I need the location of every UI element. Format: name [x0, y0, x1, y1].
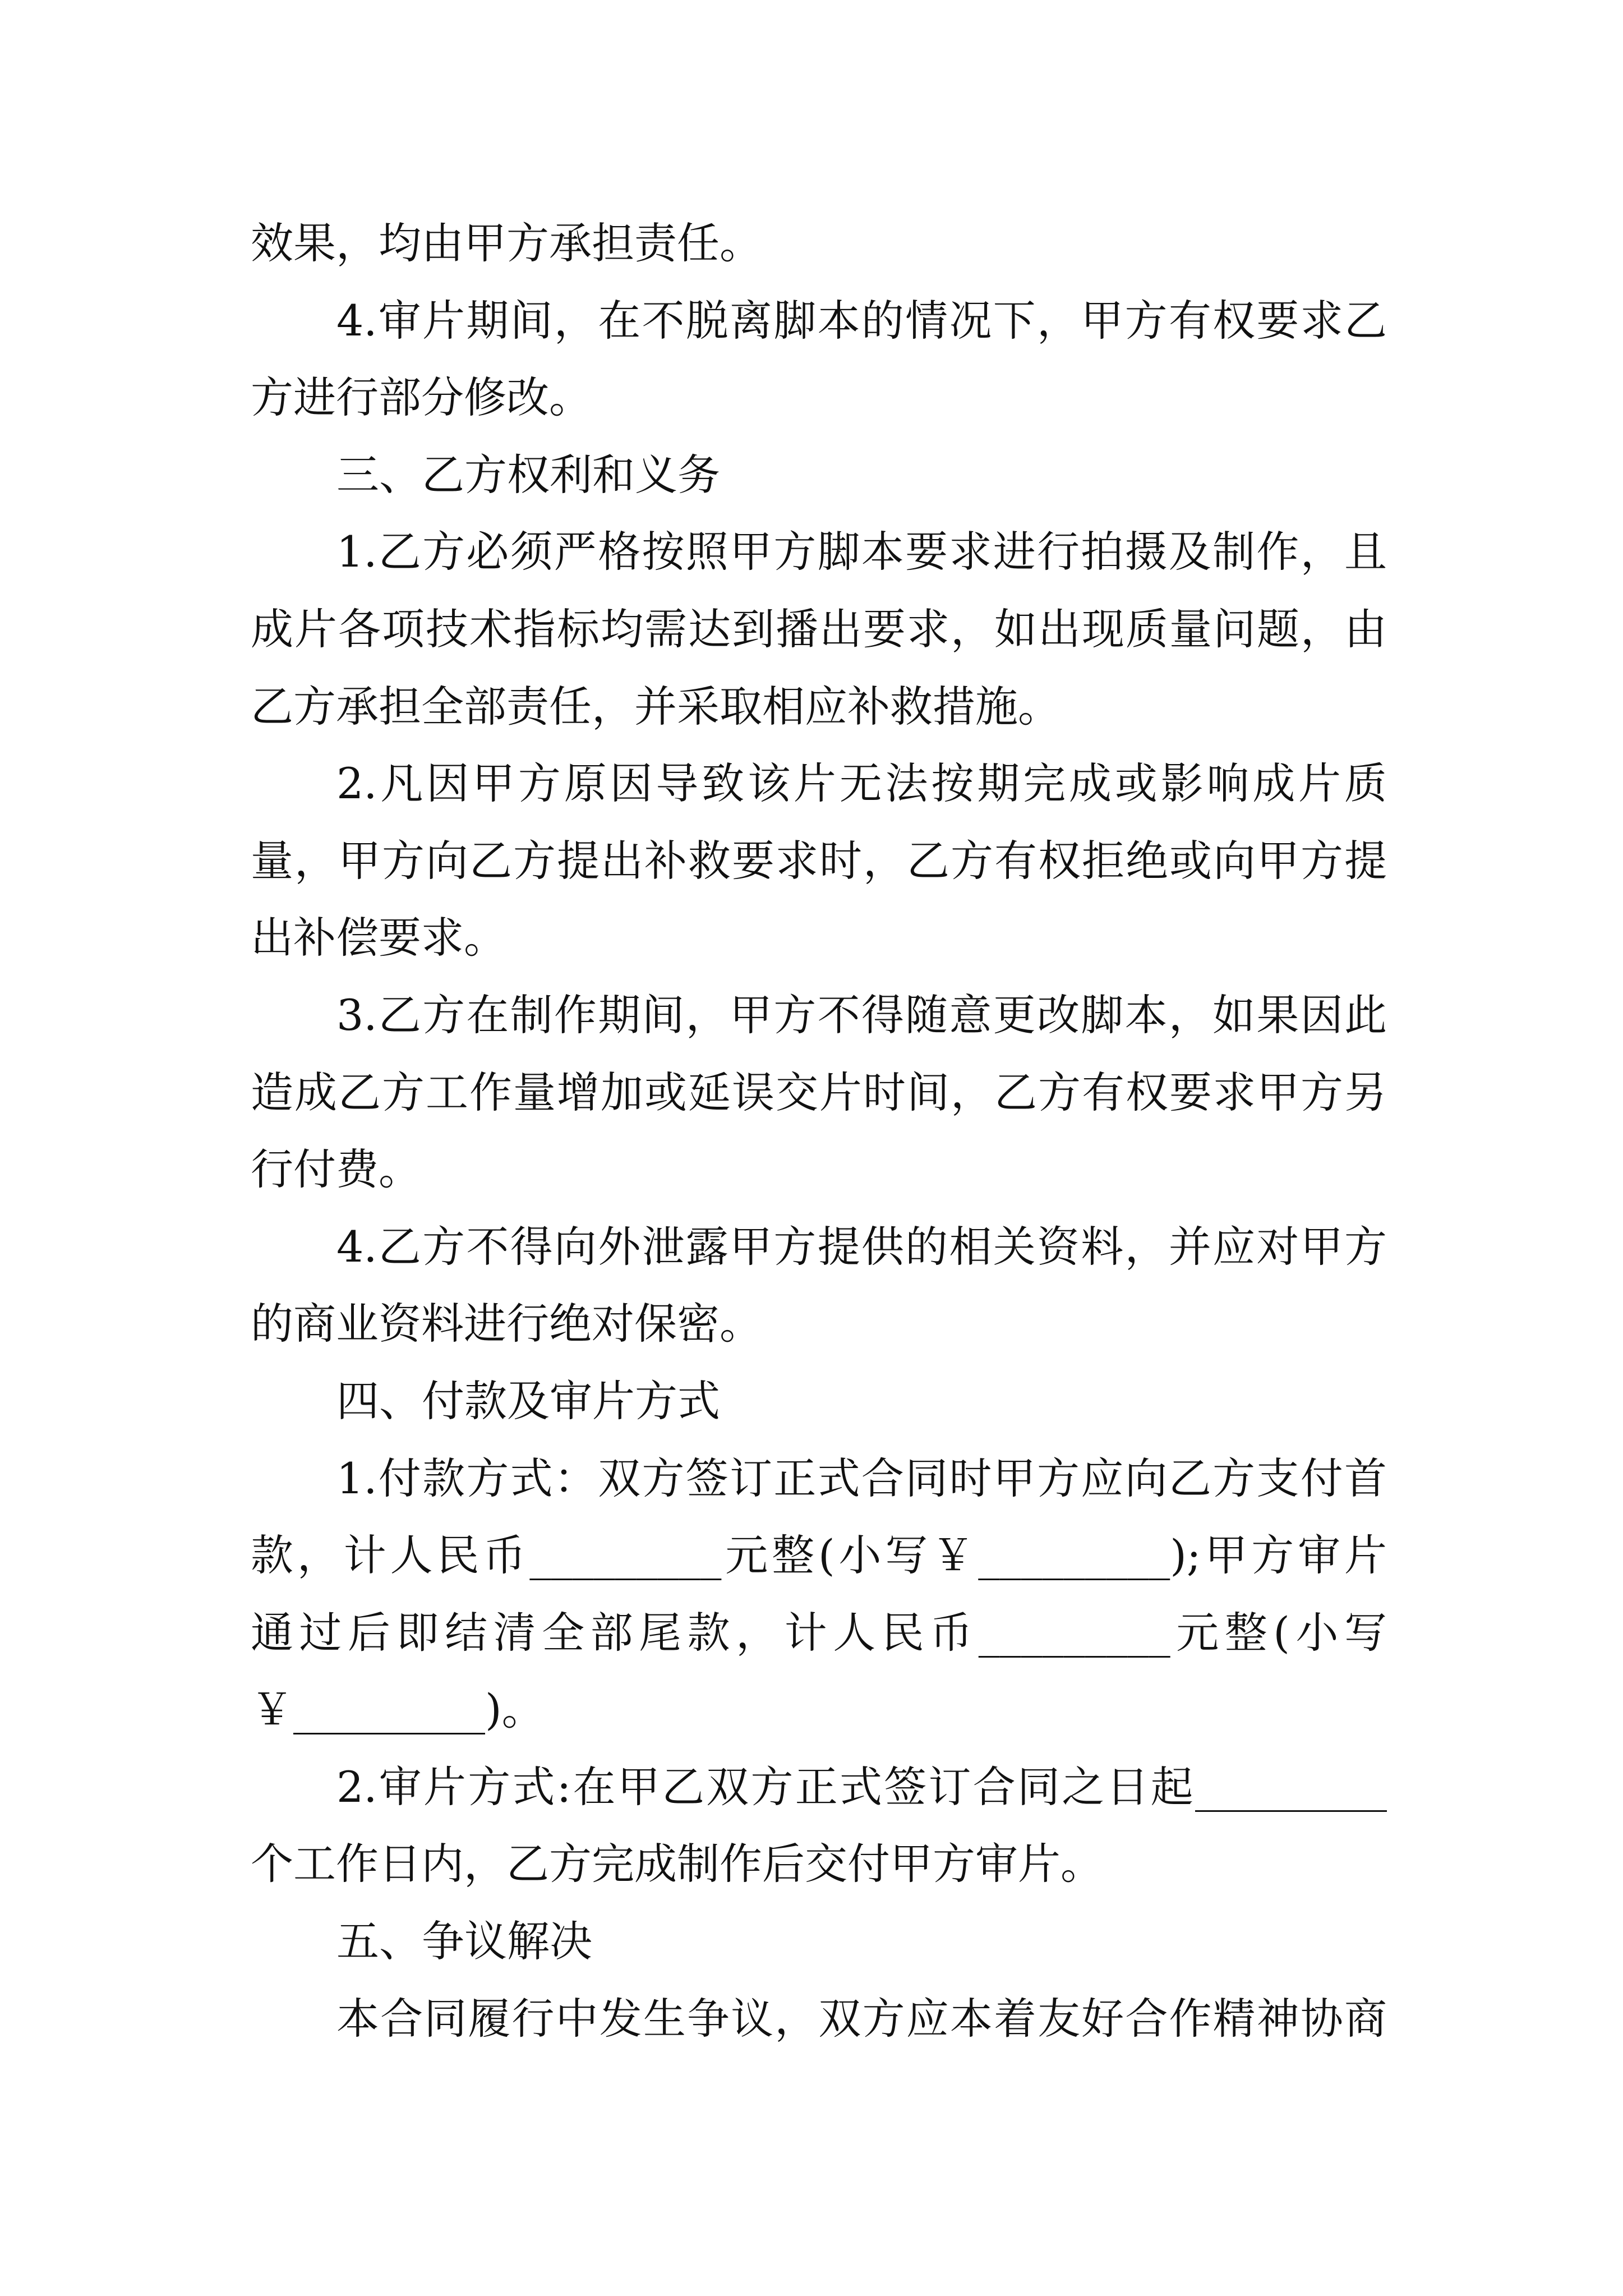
item-line: 款，计人民币_________元整(小写￥_________);甲方审片	[251, 1530, 1387, 1581]
item-line: 造成乙方工作量增加或延误交片时间，乙方有权要求甲方另	[251, 1067, 1387, 1117]
item-line: 成片各项技术指标均需达到播出要求，如出现质量问题，由	[251, 604, 1387, 654]
section-3-item-4	[251, 1208, 1387, 1363]
section-3-item-2	[251, 745, 1387, 977]
item-line: 个工作日内，乙方完成制作后交付甲方审片。	[251, 1839, 1103, 1889]
item-line: 通过后即结清全部尾款，计人民币_________元整(小写	[251, 1607, 1387, 1658]
continued-paragraph-line: 效果，均由甲方承担责任。	[251, 218, 762, 268]
paragraph-line: 本合同履行中发生争议，双方应本着友好合作精神协商	[336, 1993, 1387, 2044]
section-heading: 四、付款及审片方式	[336, 1375, 720, 1426]
section-3	[251, 436, 1387, 1363]
section-2-tail	[251, 205, 1387, 436]
item-line: 乙方承担全部责任，并采取相应补救措施。	[251, 681, 1061, 731]
item-line: 2.凡因甲方原因导致该片无法按期完成或影响成片质	[336, 758, 1387, 809]
section-4	[251, 1363, 1387, 1903]
item-line: 3.乙方在制作期间，甲方不得随意更改脚本，如果因此	[336, 990, 1387, 1040]
item-line: 的商业资料进行绝对保密。	[251, 1299, 762, 1349]
item-line: 2.审片方式:在甲乙双方正式签订合同之日起_________	[336, 1761, 1387, 1812]
section-2-item-4	[251, 282, 1387, 436]
section-3-item-3	[251, 977, 1387, 1208]
contract-text	[251, 205, 1387, 2057]
item-line: 4.乙方不得向外泄露甲方提供的相关资料，并应对甲方	[336, 1221, 1387, 1272]
item-line: 1.付款方式：双方签订正式合同时甲方应向乙方支付首	[336, 1453, 1387, 1503]
item-line: 1.乙方必须严格按照甲方脚本要求进行拍摄及制作，且	[336, 527, 1387, 577]
item-line: 4.审片期间，在不脱离脚本的情况下，甲方有权要求乙	[336, 295, 1387, 346]
item-line: 出补偿要求。	[251, 913, 506, 963]
item-line: 量，甲方向乙方提出补救要求时，乙方有权拒绝或向甲方提	[251, 835, 1387, 886]
item-line: 行付费。	[251, 1144, 421, 1195]
section-4-item-2-review	[251, 1749, 1387, 1903]
section-4-item-1-payment	[251, 1440, 1387, 1749]
section-heading: 三、乙方权利和义务	[336, 449, 720, 500]
item-line: ￥_________)。	[251, 1685, 545, 1735]
section-3-item-1	[251, 513, 1387, 745]
item-line: 方进行部分修改。	[251, 372, 592, 423]
section-heading: 五、争议解决	[336, 1916, 592, 1967]
section-5	[251, 1903, 1387, 2057]
